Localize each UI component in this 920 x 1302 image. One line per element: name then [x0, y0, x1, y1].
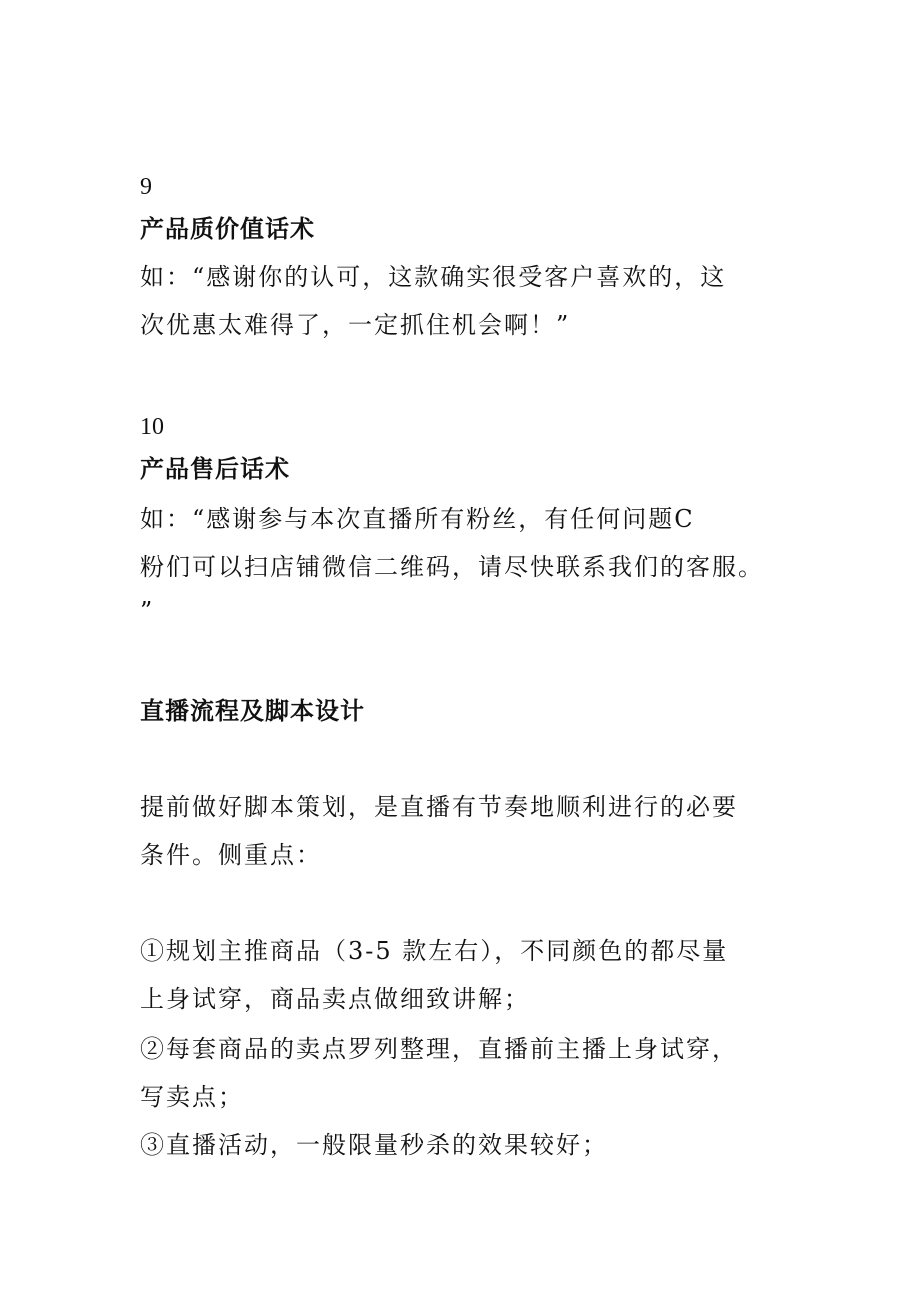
- point-3-line: ③直播活动，一般限量秒杀的效果较好；: [140, 1131, 608, 1159]
- intro-line: 提前做好脚本策划，是直播有节奏地顺利进行的必要: [140, 793, 738, 821]
- section-number-10: 10: [140, 414, 164, 440]
- section-body-line: 次优惠太难得了，一定抓住机会啊！”: [140, 311, 571, 339]
- section-body-line: 如：“感谢你的认可，这款确实很受客户喜欢的，这: [140, 263, 727, 291]
- intro-line: 条件。侧重点：: [140, 841, 322, 869]
- heading-live-process: 直播流程及脚本设计: [140, 697, 365, 725]
- section-body-line: ”: [140, 597, 155, 625]
- point-1-line: 上身试穿，商品卖点做细致讲解；: [140, 985, 530, 1013]
- point-1-line: ①规划主推商品（3-5 款左右），不同颜色的都尽量: [140, 937, 729, 965]
- point-2-line: ②每套商品的卖点罗列整理，直播前主播上身试穿，: [140, 1035, 738, 1063]
- point-2-line: 写卖点；: [140, 1083, 244, 1111]
- document-page: [140, 0, 820, 1302]
- section-title-after-sales: 产品售后话术: [140, 455, 290, 483]
- section-body-line: 粉们可以扫店铺微信二维码，请尽快联系我们的客服。: [140, 553, 764, 581]
- section-body-line: 如：“感谢参与本次直播所有粉丝，有任何问题C: [140, 505, 695, 533]
- section-title-product-value: 产品质价值话术: [140, 215, 315, 243]
- section-number-9: 9: [140, 174, 152, 200]
